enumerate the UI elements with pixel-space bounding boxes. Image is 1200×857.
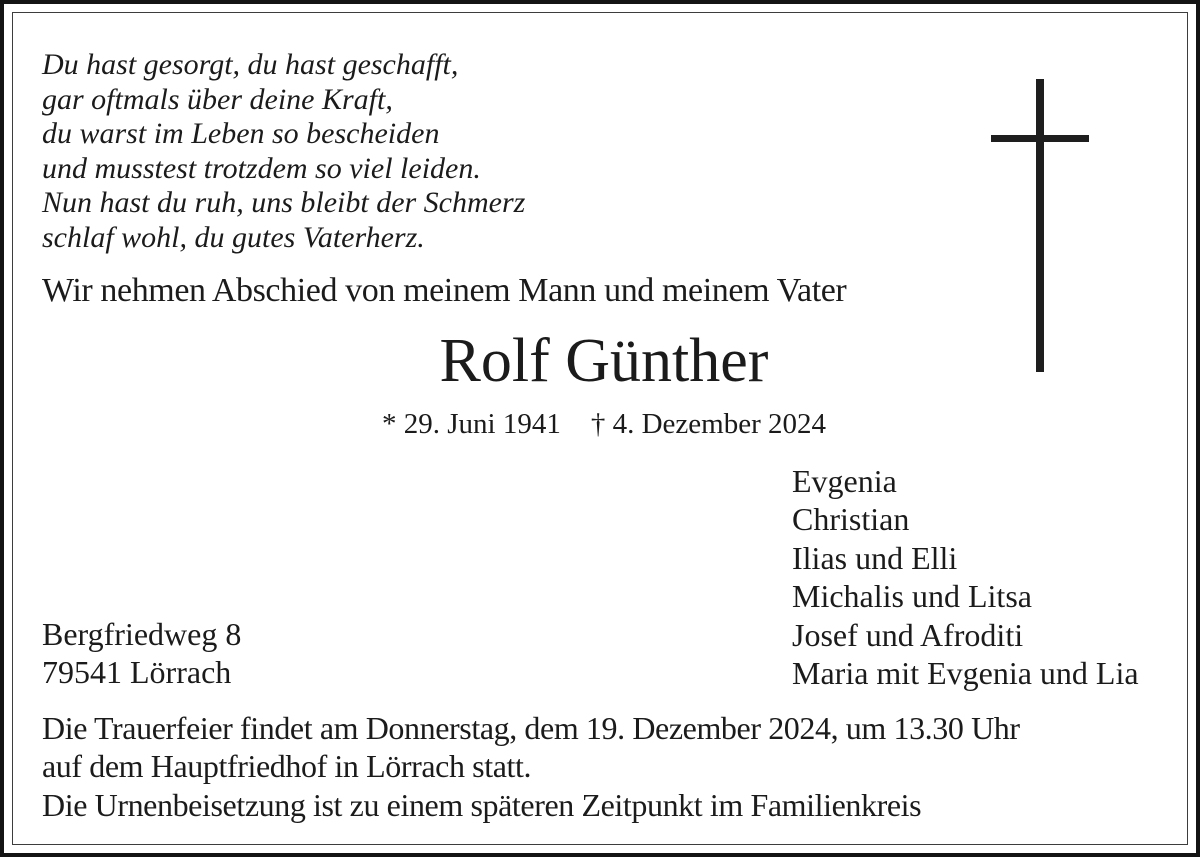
funeral-line: Die Trauerfeier findet am Donnerstag, dem 19. Dezember 2024, um 13.30 Uhr [42,710,1020,746]
poem-line: schlaf wohl, du gutes Vaterherz. [42,220,425,254]
birth-date: * 29. Juni 1941 [382,408,561,440]
funeral-information [42,709,1020,824]
mourner-line: Michalis und Litsa [792,578,1032,615]
mourner-line: Christian [792,501,910,538]
death-date: † 4. Dezember 2024 [590,408,826,440]
address-street: Bergfriedweg 8 [42,616,242,652]
life-dates [4,408,1200,441]
mourner-line: Evgenia [792,463,897,499]
poem-line: du warst im Leben so bescheiden [42,117,440,151]
address-block [42,615,241,692]
farewell-line: Wir nehmen Abschied von meinem Mann und meinem Vater [42,272,847,309]
funeral-line: Die Urnenbeisetzung ist zu einem späteren Zeitpunkt im Familienkreis [42,786,922,823]
address-city: 79541 Lörrach [42,654,232,691]
poem-line: und musstest trotzdem so viel leiden. [42,151,481,185]
memorial-poem [42,48,525,256]
poem-line: Du hast gesorgt, du hast geschafft, [42,48,459,81]
poem-line: gar oftmals über deine Kraft, [42,82,393,116]
poem-line: Nun hast du ruh, uns bleibt der Schmerz [42,186,526,220]
cross-horizontal-bar [991,135,1089,142]
mourners-list [792,462,1139,692]
deceased-name: Rolf Günther [439,327,769,395]
funeral-line: auf dem Hauptfriedhof in Lörrach statt. [42,748,532,785]
mourner-line: Josef und Afroditi [792,616,1024,653]
mourner-line: Maria mit Evgenia und Lia [792,655,1139,692]
mourner-line: Ilias und Elli [792,539,958,576]
